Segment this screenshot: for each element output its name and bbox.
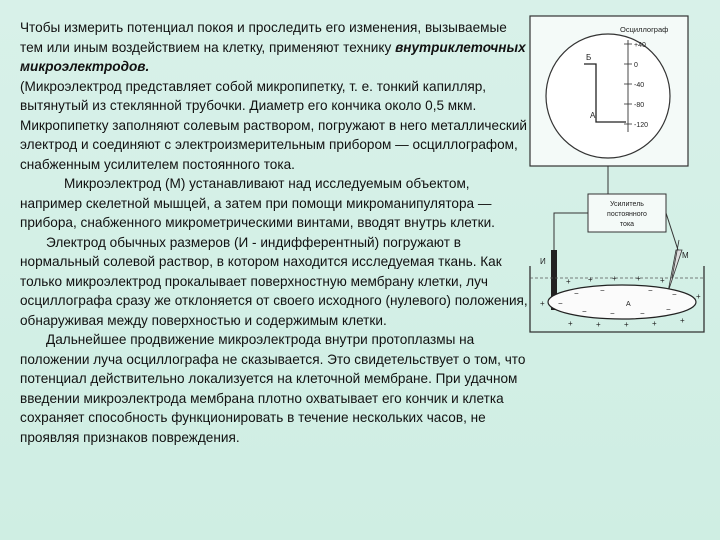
technique-term: внутриклеточных микроэлектродов. bbox=[20, 39, 526, 74]
wire-micro bbox=[666, 213, 678, 250]
electrode-m-label: М bbox=[682, 251, 689, 260]
scale-label-5: -120 bbox=[634, 122, 649, 129]
plus-1: + bbox=[566, 277, 571, 286]
electrode-i-label: И bbox=[540, 257, 546, 266]
plus-12: + bbox=[680, 316, 685, 325]
minus-9: − bbox=[666, 305, 671, 314]
amplifier-label-3: тока bbox=[619, 221, 635, 228]
minus-8: − bbox=[640, 309, 645, 318]
plus-5: + bbox=[660, 276, 665, 285]
setup-diagram bbox=[526, 14, 712, 344]
point-b-label: Б bbox=[586, 53, 592, 62]
plus-3: + bbox=[612, 274, 617, 283]
plus-11: + bbox=[652, 319, 657, 328]
plus-7: + bbox=[540, 299, 545, 308]
minus-2: − bbox=[600, 286, 605, 295]
setup-diagram-svg bbox=[526, 14, 712, 344]
plus-8: + bbox=[568, 319, 573, 328]
plus-4: + bbox=[636, 274, 641, 283]
oscillograph-label: Осциллограф bbox=[620, 25, 669, 34]
minus-5: − bbox=[558, 299, 563, 308]
minus-6: − bbox=[582, 307, 587, 316]
body-text bbox=[20, 18, 530, 447]
oscillograph-screen bbox=[546, 34, 670, 158]
plus-9: + bbox=[596, 320, 601, 329]
paragraph-placement: Микроэлектрод (М) устанавливают над исследуемым объектом, например скелетной мышцей, а затем при помощи микроманипулятора — прибора, снабженного микрометрическими винтами, вводят внутрь клетки. bbox=[20, 176, 495, 230]
scale-label-3: -40 bbox=[634, 82, 645, 89]
intro-text: Чтобы измерить потенциал покоя и проследить его изменения, вызываемые тем или иным воздействием на клетку, применяют технику bbox=[20, 20, 507, 55]
paragraph-protoplasm: Дальнейшее продвижение микроэлектрода внутри протоплазмы на положении луча осциллографа не сказывается. Это свидетельствует о том, что потенциал действительно локализуется на клеточной мембране. При удачном введении микроэлектрода мембрана плотно охватывает его кончик и клетка сохраняет способность функционировать в течение нескольких часов, не проявляя признаков повреждения. bbox=[20, 332, 526, 445]
minus-4: − bbox=[672, 290, 677, 299]
paragraph-microelectrode: (Микроэлектрод представляет собой микропипетку, т. е. тонкий капилляр, вытянутый из стеклянной трубочки. Диаметр его кончика около 0,5 мкм. Микропипетку заполняют солевым раствором, погружают в него металлический электрод и соединяют с электроизмерительным прибором — осциллографом, снабженным усилителем постоянного тока. bbox=[20, 78, 528, 172]
minus-7: − bbox=[610, 309, 615, 318]
minus-3: − bbox=[648, 286, 653, 295]
wire-indifferent bbox=[554, 213, 588, 250]
paragraph-intro bbox=[20, 18, 530, 77]
point-a-cell-label: А bbox=[626, 301, 631, 308]
paragraph-indifferent-electrode: Электрод обычных размеров (И - индифферентный) погружают в нормальный солевой раствор, в котором находится исследуемая ткань. Как только микроэлектрод прокалывает поверхностную мембрану клетки, луч осциллографа сразу же отклоняется от своего исходного (нулевого) положения, обнаруживая между поверхностью и содержимым клетки. bbox=[20, 234, 528, 328]
scale-label-4: -80 bbox=[634, 102, 645, 109]
point-a-label: А bbox=[590, 111, 596, 120]
plus-6: + bbox=[696, 292, 701, 301]
scale-label-1: +40 bbox=[634, 42, 646, 49]
plus-10: + bbox=[624, 320, 629, 329]
plus-2: + bbox=[588, 275, 593, 284]
microelectrode bbox=[668, 250, 682, 292]
amplifier-label-1: Усилитель bbox=[610, 201, 644, 208]
scale-label-2: 0 bbox=[634, 62, 638, 69]
minus-1: − bbox=[574, 289, 579, 298]
amplifier-label-2: постоянного bbox=[607, 211, 647, 218]
